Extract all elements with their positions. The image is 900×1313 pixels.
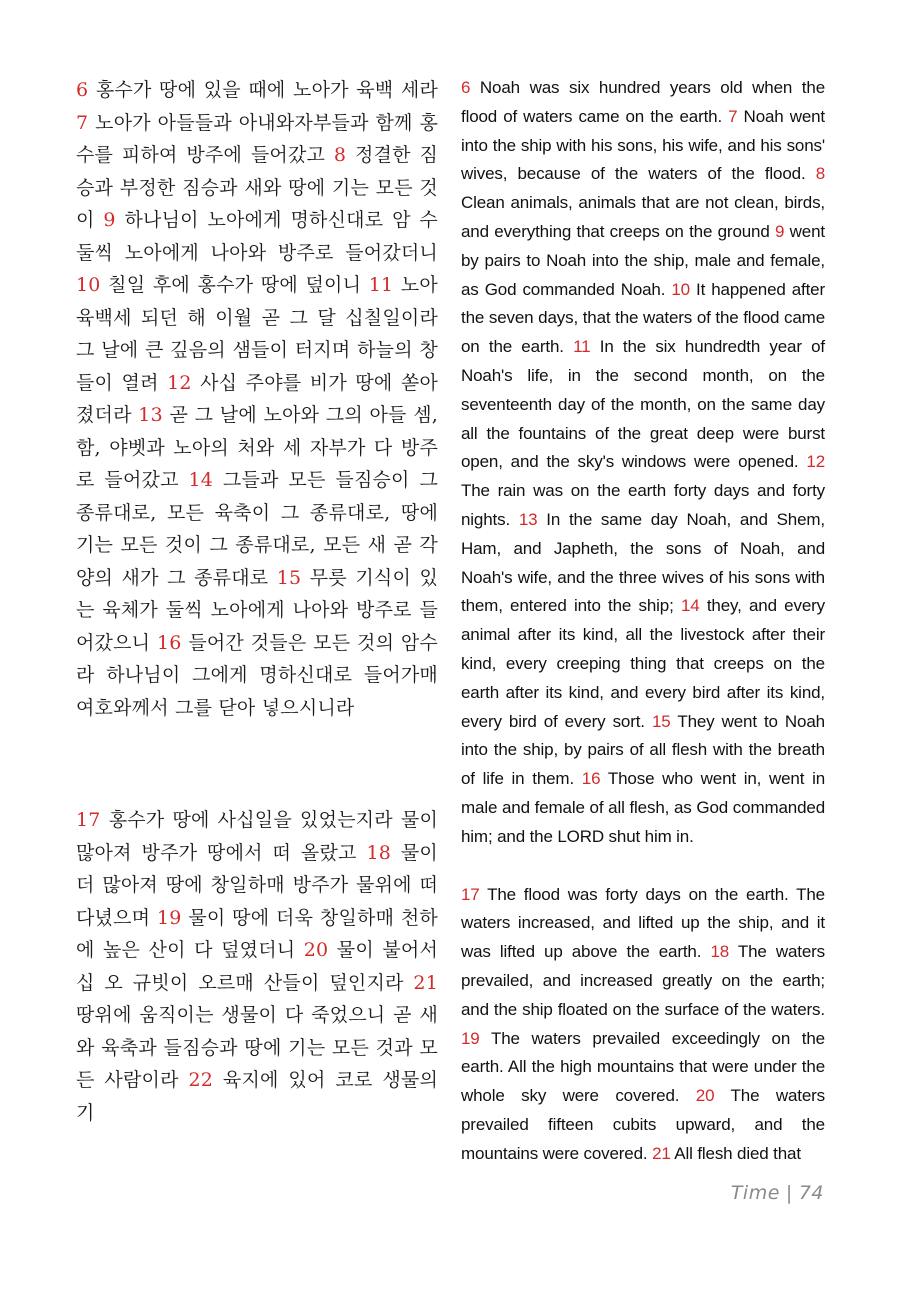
verse-text: They went to Noah into the ship, by pairs of all flesh with the breath of life in them. <box>461 711 825 789</box>
verse-number: 20 <box>695 1086 715 1106</box>
verse-text: It happened after the seven days, that the waters of the flood came on the earth. <box>461 279 825 357</box>
verse-text: The rain was on the earth forty days and forty nights. <box>461 481 825 529</box>
verse-number: 18 <box>710 942 730 962</box>
verse-text: Noah was six hundred years old when the flood of waters came on the earth. <box>461 78 825 126</box>
verse-text: 땅위에 움직이는 생물이 다 죽었으니 곧 새와 육축과 들짐승과 땅에 기는 모든 것과 모든 사람이라 <box>76 1004 438 1091</box>
verse-number: 7 <box>728 106 738 126</box>
verse-number: 14 <box>680 596 700 616</box>
verse-text: In the six hundredth year of Noah's life, in the second month, on the seventeenth day of the month, on the same day all the fountains of the great deep were burst open, and the sky's windows were opened. <box>461 337 825 472</box>
verse-text: 칠일 후에 홍수가 땅에 덮이니 <box>100 274 369 296</box>
korean-paragraph <box>76 804 438 1129</box>
verse-number: 10 <box>671 279 690 299</box>
verse-text: 노아 육백세 되던 해 이월 곧 그 달 십칠일이라 그 날에 큰 깊음의 샘들이 터지며 하늘의 창들이 열려 <box>76 274 438 394</box>
verse-number: 14 <box>188 469 214 491</box>
verse-number: 8 <box>815 164 825 184</box>
verse-number: 16 <box>581 769 601 789</box>
verse-text: The waters prevailed exceedingly on the earth. All the high mountains that were under the whole sky were covered. <box>461 1028 825 1106</box>
english-paragraph <box>461 881 825 1169</box>
verse-number: 8 <box>333 144 347 166</box>
verse-text: The waters prevailed fifteen cubits upward, and the mountains were covered. <box>461 1086 825 1163</box>
verse-text: 육지에 있어 코로 생물의 기 <box>76 1069 439 1124</box>
verse-text: Noah went into the ship with his sons, his wife, and his sons' wives, because of the waters of the flood. <box>461 106 826 184</box>
verse-number: 11 <box>368 274 394 296</box>
page-footer <box>731 1182 824 1204</box>
verse-text: 물이 땅에 더욱 창일하매 천하에 높은 산이 다 덮였더니 <box>76 906 438 961</box>
verse-text: The waters prevailed, and increased greatly on the earth; and the ship floated on the surface of the waters. <box>461 942 825 1019</box>
english-column <box>461 72 825 1168</box>
verse-number: 21 <box>413 971 438 994</box>
verse-number: 15 <box>651 711 671 731</box>
verse-number: 15 <box>276 566 302 589</box>
verse-text: went by pairs to Noah into the ship, male and female, as God commanded Noah. <box>461 221 825 299</box>
verse-number: 19 <box>156 906 182 929</box>
verse-text: they, and every animal after its kind, all the livestock after their kind, every creeping thing that creeps on the earth after its kind, and every bird after its kind, every bird of every sort. <box>461 596 825 731</box>
verse-number: 17 <box>461 884 480 904</box>
verse-text: 물이 불어서 십 오 규빗이 오르매 산들이 덮인지라 <box>76 939 438 994</box>
verse-number: 18 <box>366 841 392 864</box>
verse-number: 22 <box>188 1069 214 1091</box>
verse-text: All flesh died that <box>670 1143 801 1163</box>
verse-text: 그들과 모든 들짐승이 그 종류대로, 모든 육축이 그 종류대로, 땅에 기는 모든 것이 그 종류대로, 모든 새 곧 각양의 새가 그 종류대로 <box>76 469 439 589</box>
verse-number: 9 <box>103 209 116 231</box>
verse-number: 6 <box>76 79 89 101</box>
page-number: 74 <box>798 1182 824 1204</box>
verse-number: 9 <box>775 221 785 241</box>
korean-paragraph <box>76 74 438 724</box>
verse-text: Clean animals, animals that are not clean, birds, and everything that creeps on the ground <box>461 193 825 241</box>
verse-text: 정결한 짐승과 부정한 짐승과 새와 땅에 기는 모든 것이 <box>76 144 438 231</box>
korean-column <box>76 72 438 1129</box>
verse-number: 12 <box>167 371 192 394</box>
verse-number: 11 <box>573 337 591 357</box>
footer-separator: | <box>785 1182 793 1204</box>
verse-number: 13 <box>138 404 163 426</box>
verse-text: 홍수가 땅에 사십일을 있었는지라 물이 많아져 방주가 땅에서 떠 올랐고 <box>76 809 438 864</box>
verse-number: 12 <box>806 452 825 472</box>
verse-number: 17 <box>76 809 101 831</box>
verse-text: 홍수가 땅에 있을 때에 노아가 육백 세라 <box>88 79 438 101</box>
verse-text: 사십 주야를 비가 땅에 쏟아졌더라 <box>76 371 438 426</box>
verse-text: 하나님이 노아에게 명하신대로 암 수 둘씩 노아에게 나아와 방주로 들어갔더니 <box>76 209 438 264</box>
verse-number: 20 <box>303 939 329 961</box>
english-paragraph <box>461 74 825 852</box>
verse-text: 물이 더 많아져 땅에 창일하매 방주가 물위에 떠 다녔으며 <box>76 841 438 929</box>
verse-number: 13 <box>518 509 538 529</box>
verse-text: The flood was forty days on the earth. The waters increased, and lifted up the ship, and it was lifted up above the earth. <box>461 884 825 962</box>
verse-text: Those who went in, went in male and female of all flesh, as God commanded him; and the LORD shut him in. <box>461 769 826 846</box>
verse-number: 7 <box>76 111 89 134</box>
verse-text: 들어간 것들은 모든 것의 암수라 하나님이 그에게 명하신대로 들어가매 여호와께서 그를 닫아 넣으시니라 <box>76 631 438 719</box>
verse-text: 곧 그 날에 노아와 그의 아들 셈, 함, 야벳과 노아의 처와 세 자부가 다 방주로 들어갔고 <box>76 404 438 491</box>
verse-number: 19 <box>461 1028 480 1048</box>
verse-number: 6 <box>461 78 471 97</box>
verse-text: In the same day Noah, and Shem, Ham, and Japheth, the sons of Noah, and Noah's wife, and the three wives of his sons with them, entered into the ship; <box>461 509 825 616</box>
verse-text: 노아가 아들들과 아내와자부들과 함께 홍수를 피하여 방주에 들어갔고 <box>76 111 438 166</box>
verse-number: 21 <box>652 1143 671 1163</box>
verse-number: 16 <box>156 631 182 654</box>
verse-number: 10 <box>76 274 101 296</box>
verse-text: 무릇 기식이 있는 육체가 둘씩 노아에게 나아와 방주로 들어갔으니 <box>76 566 438 654</box>
footer-label: Time <box>730 1182 780 1204</box>
